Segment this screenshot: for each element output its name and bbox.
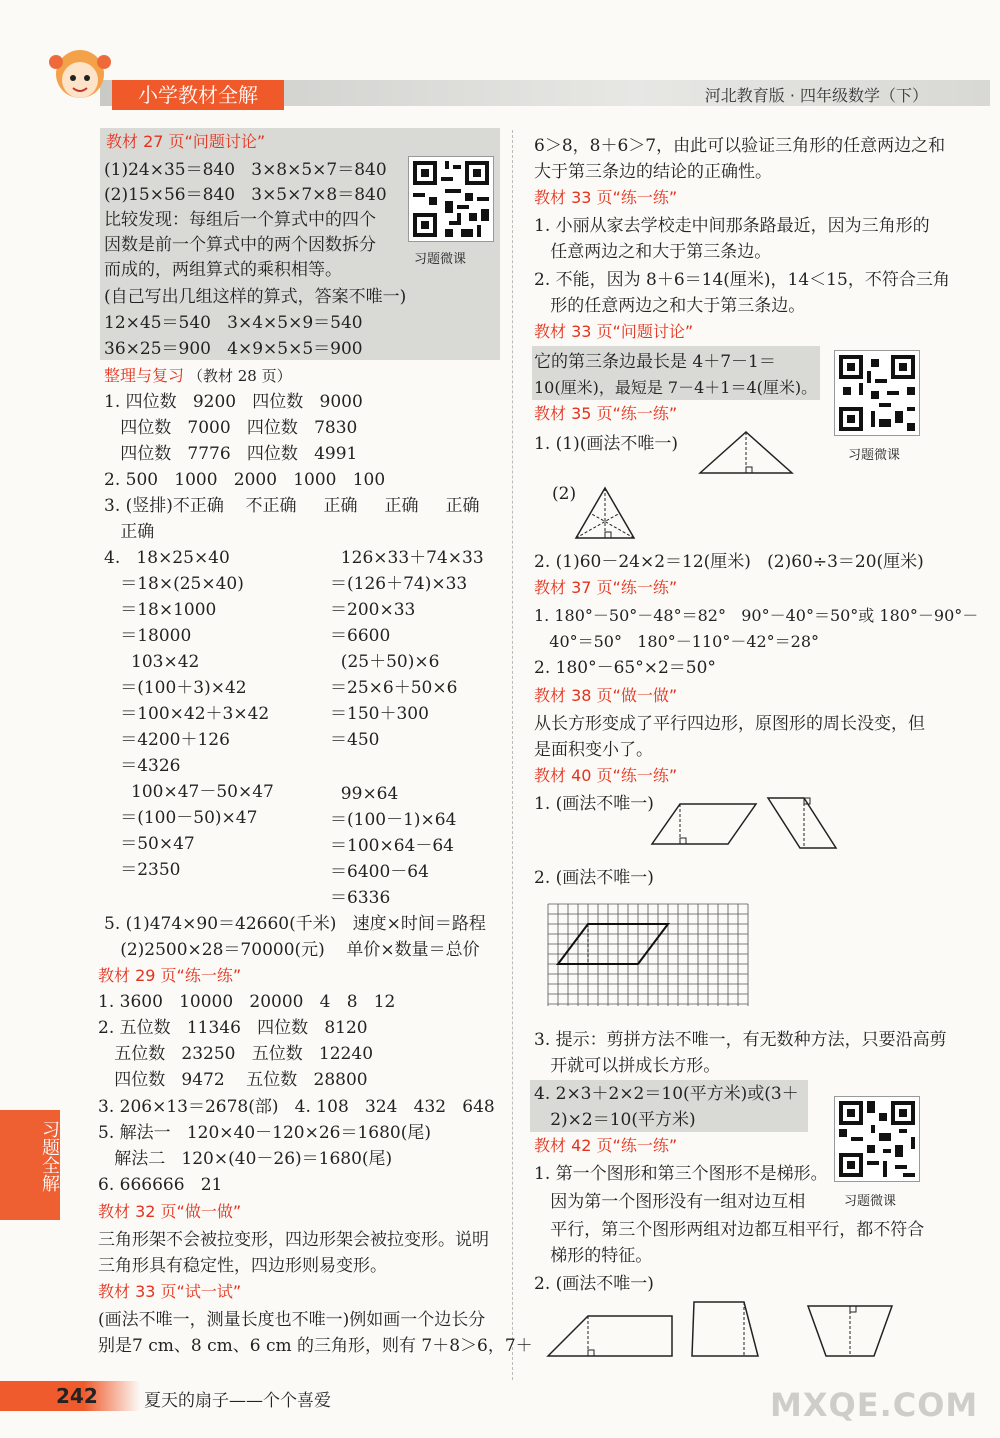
text-line: 3. 206×13＝2678(部) 4. 108 324 432 648 <box>98 1097 495 1117</box>
text-line: (画法不唯一，测量长度也不唯一)例如画一个边长分 <box>98 1310 486 1330</box>
text-line: 1. (1)(画法不唯一) <box>534 434 678 454</box>
section-heading: 教材 38 页“做一做” <box>534 686 678 705</box>
text-line: 2. (画法不唯一) <box>534 868 654 888</box>
calc-line: ＝2350 <box>104 860 181 880</box>
calc-line: ＝25×6＋50×6 <box>330 678 458 698</box>
section-heading: 教材 33 页“练一练” <box>534 188 678 207</box>
text-line: 正确 <box>104 522 155 542</box>
text-line: 2. (1)60－24×2＝12(厘米) (2)60÷3＝20(厘米) <box>534 552 924 572</box>
column-divider <box>512 130 513 1380</box>
text-line: 2. 五位数 11346 四位数 8120 <box>98 1018 368 1038</box>
calc-line: 126×33＋74×33 <box>330 548 484 568</box>
page-number: 242 <box>56 1384 98 1408</box>
text-line: 比较发现：每组后一个算式中的四个 <box>104 210 376 230</box>
section-heading: 教材 42 页“练一练” <box>534 1136 678 1155</box>
calc-line: ＝(100－1)×64 <box>330 810 457 830</box>
text-line: 5. (1)474×90＝42660(千米) 速度×时间＝路程 <box>104 914 486 934</box>
text-line: 形的任意两边之和大于第三条边。 <box>534 296 806 316</box>
qr-code[interactable] <box>408 156 494 242</box>
text-line: 开就可以拼成长方形。 <box>534 1056 721 1076</box>
text-line: 1. 180°－50°－48°＝82° 90°－40°＝50°或 180°－90°－ <box>534 606 979 625</box>
text-line: 三角形具有稳定性，四边形则易变形。 <box>98 1256 387 1276</box>
calc-line: ＝(100－50)×47 <box>104 808 258 828</box>
calc-line: ＝100×42＋3×42 <box>104 704 270 724</box>
text-line: 五位数 23250 五位数 12240 <box>98 1044 374 1064</box>
text-line: 1. 3600 10000 20000 4 8 12 <box>98 992 396 1012</box>
calc-line: ＝6400－64 <box>330 862 429 882</box>
calc-line: ＝150＋300 <box>330 704 429 724</box>
calc-line: ＝50×47 <box>104 834 195 854</box>
text-line: 从长方形变成了平行四边形，原图形的周长没变，但 <box>534 714 925 734</box>
calc-line: ＝18000 <box>104 626 192 646</box>
calc-line: ＝200×33 <box>330 600 416 620</box>
calc-line: ＝18×1000 <box>104 600 217 620</box>
text-line: 2. 180°－65°×2＝50° <box>534 658 716 678</box>
text-line: 1. (画法不唯一) <box>534 794 654 814</box>
grid-figure <box>546 902 754 1008</box>
text-line: 因数是前一个算式中的两个因数拆分 <box>104 235 376 255</box>
text-line: 2. (画法不唯一) <box>534 1274 654 1294</box>
text-line: 三角形架不会被拉变形，四边形架会被拉变形。说明 <box>98 1230 489 1250</box>
trapezoid-figure <box>544 1312 678 1360</box>
text-line: 平行，第三个图形两组对边都互相平行，都不符合 <box>534 1220 925 1240</box>
text-line: 10(厘米)，最短是 7－4＋1＝4(厘米)。 <box>534 378 818 397</box>
calc-line: ＝450 <box>330 730 380 750</box>
calc-line: 100×47－50×47 <box>104 782 274 802</box>
calc-line: 103×42 <box>104 652 200 672</box>
section-heading: 教材 33 页“问题讨论” <box>534 322 694 341</box>
text-line: 5. 解法一 120×40－120×26＝1680(尾) <box>98 1123 432 1143</box>
text-line: 1. 第一个图形和第三个图形不是梯形。 <box>534 1164 828 1184</box>
section-heading: 教材 27 页“问题讨论” <box>106 132 266 151</box>
calc-line: ＝4326 <box>104 756 181 776</box>
text-line: 它的第三条边最长是 4＋7－1＝ <box>534 352 776 372</box>
text-line: 四位数 7000 四位数 7830 <box>104 418 358 438</box>
text-line: 别是7 cm、8 cm、6 cm 的三角形，则有 7＋8＞6，7＋ <box>98 1336 533 1356</box>
calc-line: ＝(100＋3)×42 <box>104 678 247 698</box>
calc-line: ＝4200＋126 <box>104 730 230 750</box>
qr-code[interactable] <box>834 1096 920 1182</box>
text-line: (1)24×35＝840 3×8×5×7＝840 <box>104 160 387 180</box>
text-line: 因为第一个图形没有一组对边互相 <box>534 1192 806 1212</box>
footer-text: 夏天的扇子——个个喜爱 <box>144 1391 331 1411</box>
text-line: (自己写出几组这样的算式，答案不唯一) <box>104 287 407 307</box>
text-line: 1. 四位数 9200 四位数 9000 <box>104 392 363 412</box>
qr-label: 习题微课 <box>414 252 467 267</box>
text-line: 2)×2＝10(平方米) <box>534 1110 696 1130</box>
calc-line: 99×64 <box>330 784 399 804</box>
qr-label: 习题微课 <box>844 1194 897 1209</box>
calc-line: ＝6600 <box>330 626 391 646</box>
text-line: 6. 666666 21 <box>98 1175 223 1195</box>
text-line: (2)2500×28＝70000(元) 单价×数量＝总价 <box>104 940 480 960</box>
text-line: 3. (竖排)不正确 不正确 正确 正确 正确 <box>104 496 480 516</box>
text-line: 3. 提示：剪拼方法不唯一，有无数种方法，只要沿高剪 <box>534 1030 947 1050</box>
text-line: 大于第三条边的结论的正确性。 <box>534 162 772 182</box>
calc-line: (25＋50)×6 <box>330 652 440 672</box>
book-title: 小学教材全解 <box>112 80 284 110</box>
text-line: 梯形的特征。 <box>534 1246 653 1266</box>
text-line: 四位数 7776 四位数 4991 <box>104 444 358 464</box>
section-heading: 教材 29 页“练一练” <box>98 966 242 985</box>
text-line: (2)15×56＝840 3×5×7×8＝840 <box>104 185 387 205</box>
trapezoid-figure <box>688 1298 762 1360</box>
calc-line: ＝6336 <box>330 888 391 908</box>
triangle-figure <box>696 428 796 478</box>
qr-code[interactable] <box>834 350 920 436</box>
trapezoid-figure <box>804 1302 896 1360</box>
section-heading: 教材 32 页“做一做” <box>98 1202 242 1221</box>
section-heading: 教材 35 页“练一练” <box>534 404 678 423</box>
text-line: 1. 小丽从家去学校走中间那条路最近，因为三角形的 <box>534 216 930 236</box>
text-line: 40°＝50° 180°－110°－42°＝28° <box>534 632 820 651</box>
calc-line: ＝100×64－64 <box>330 836 454 856</box>
text-line: 12×45＝540 3×4×5×9＝540 <box>104 313 363 333</box>
edition-label: 河北教育版 · 四年级数学（下） <box>704 86 928 105</box>
text-line: 36×25＝900 4×9×5×5＝900 <box>104 339 363 359</box>
text-line: 是面积变小了。 <box>534 740 653 760</box>
text-line: 解法二 120×(40－26)＝1680(尾) <box>98 1149 393 1169</box>
text-line: 而成的，两组算式的乘积相等。 <box>104 260 342 280</box>
triangle-figure <box>572 484 638 542</box>
parallelogram-figure <box>764 794 840 852</box>
section-heading: 教材 37 页“练一练” <box>534 578 678 597</box>
text-line: 4. 2×3＋2×2＝10(平方米)或(3＋ <box>534 1084 799 1104</box>
calc-line: ＝18×(25×40) <box>104 574 244 594</box>
text-line: 2. 500 1000 2000 1000 100 <box>104 470 386 490</box>
calc-line: 4. 18×25×40 <box>104 548 230 568</box>
side-tab: 习题全解 <box>0 1110 60 1220</box>
section-heading: 整理与复习 <box>104 366 185 385</box>
calc-line: ＝(126＋74)×33 <box>330 574 468 594</box>
section-heading: 教材 33 页“试一试” <box>98 1282 242 1301</box>
qr-label: 习题微课 <box>848 448 901 463</box>
section-heading: 教材 40 页“练一练” <box>534 766 678 785</box>
text-line: 2. 不能，因为 8＋6＝14(厘米)，14＜15，不符合三角 <box>534 270 950 290</box>
text-line: 任意两边之和大于第三条边。 <box>534 242 772 262</box>
parallelogram-figure <box>650 800 760 848</box>
watermark: MXQE.COM <box>770 1386 979 1424</box>
text-note: （教材 28 页） <box>188 367 292 385</box>
mascot-icon <box>40 40 120 120</box>
text-line: 四位数 9472 五位数 28800 <box>98 1070 368 1090</box>
text-line: 6＞8，8＋6＞7，由此可以验证三角形的任意两边之和 <box>534 136 946 156</box>
text-line: (2) <box>552 484 577 504</box>
